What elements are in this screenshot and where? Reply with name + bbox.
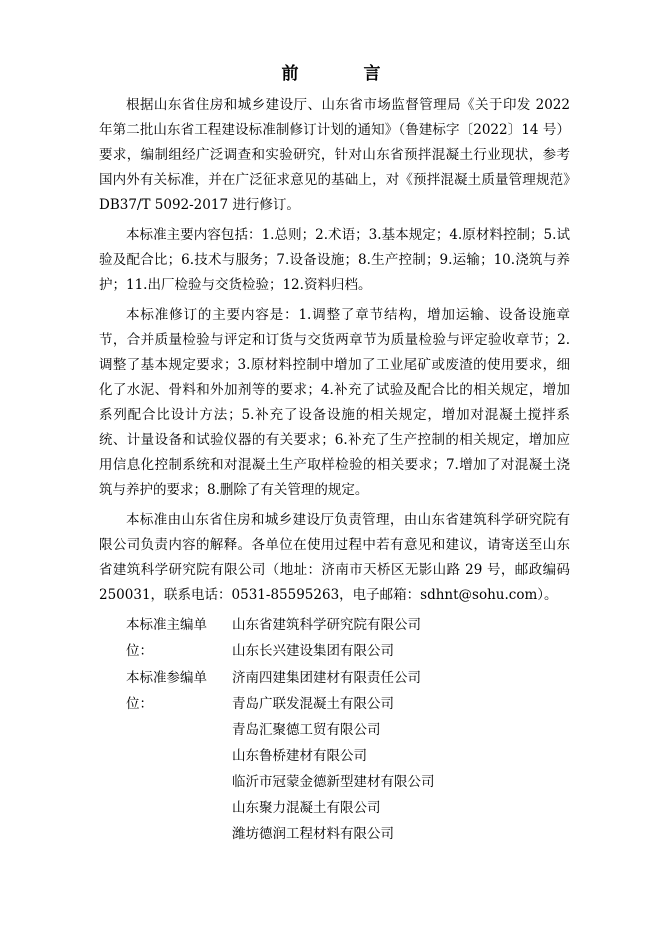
paragraph-revisions: 本标准修订的主要内容是：1.调整了章节结构，增加运输、设备设施章节，合并质量检验与评定和订货与交货两章节为质量检验与评定验收章节；2.调整了基本规定要求；3.原材料控制中增加了工业尾矿或废渣的使用要求，细化了水泥、骨料和外加剂等的要求；4.补充了试验及配合比的相关规定，增加系列配合比设计方法；5.补充了设备设施的相关规定，增加对混凝土搅拌系统、计量设备和试验仪器的有关要求；6.补充了生产控制的相关规定，增加应用信息化控制系统和对混凝土生产取样检验的相关要求；7.增加了对混凝土浇筑与养护的要求；8.删除了有关管理的规定。 — [99, 307, 570, 498]
participating-unit-item: 山东聚力混凝土有限公司 — [232, 800, 381, 816]
chief-unit-item: 山东省建筑科学研究院有限公司 — [232, 617, 421, 633]
participating-units-group — [126, 665, 566, 847]
preface-body — [99, 93, 570, 613]
chief-units-list — [232, 612, 421, 664]
participating-unit-item: 山东鲁桥建材有限公司 — [232, 748, 367, 764]
units-section — [126, 612, 566, 848]
participating-units-list — [232, 665, 435, 847]
participating-units-label: 本标准参编单位： — [126, 670, 207, 712]
participating-unit-item: 青岛广联发混凝土有限公司 — [232, 696, 394, 712]
participating-unit-item: 临沂市冠蒙金德新型建材有限公司 — [232, 774, 435, 790]
participating-unit-item: 济南四建集团建材有限责任公司 — [232, 670, 421, 686]
participating-unit-item: 青岛汇聚德工贸有限公司 — [232, 722, 381, 738]
paragraph-main-contents: 本标准主要内容包括：1.总则；2.术语；3.基本规定；4.原材料控制；5.试验及配合比；6.技术与服务；7.设备设施；8.生产控制；9.运输；10.浇筑与养护；11.出厂检验与交货检验；12.资料归档。 — [99, 227, 570, 293]
paragraph-background: 根据山东省住房和城乡建设厅、山东省市场监督管理局《关于印发 2022 年第二批山东省工程建设标准制修订计划的通知》（鲁建标字〔2022〕14 号）要求，编制组经广泛调查和实验研究，针对山东省预拌混凝土行业现状，参考国内外有关标准，并在广泛征求意见的基础上，对《预拌混凝土质量管理规范》DB37/T 5092-2017 进行修订。 — [99, 97, 570, 213]
page-title: 前 言 — [281, 64, 405, 84]
chief-units-group — [126, 612, 566, 664]
chief-unit-item: 山东长兴建设集团有限公司 — [232, 643, 394, 659]
participating-unit-item: 潍坊德润工程材料有限公司 — [232, 826, 394, 842]
paragraph-management: 本标准由山东省住房和城乡建设厅负责管理，由山东省建筑科学研究院有限公司负责内容的解释。各单位在使用过程中若有意见和建议，请寄送至山东省建筑科学研究院有限公司（地址：济南市天桥区无影山路 29 号，邮政编码 250031，联系电话：0531-85595263，电子邮箱：sdhnt@sohu.com）。 — [99, 512, 570, 603]
chief-units-label: 本标准主编单位： — [126, 617, 207, 659]
